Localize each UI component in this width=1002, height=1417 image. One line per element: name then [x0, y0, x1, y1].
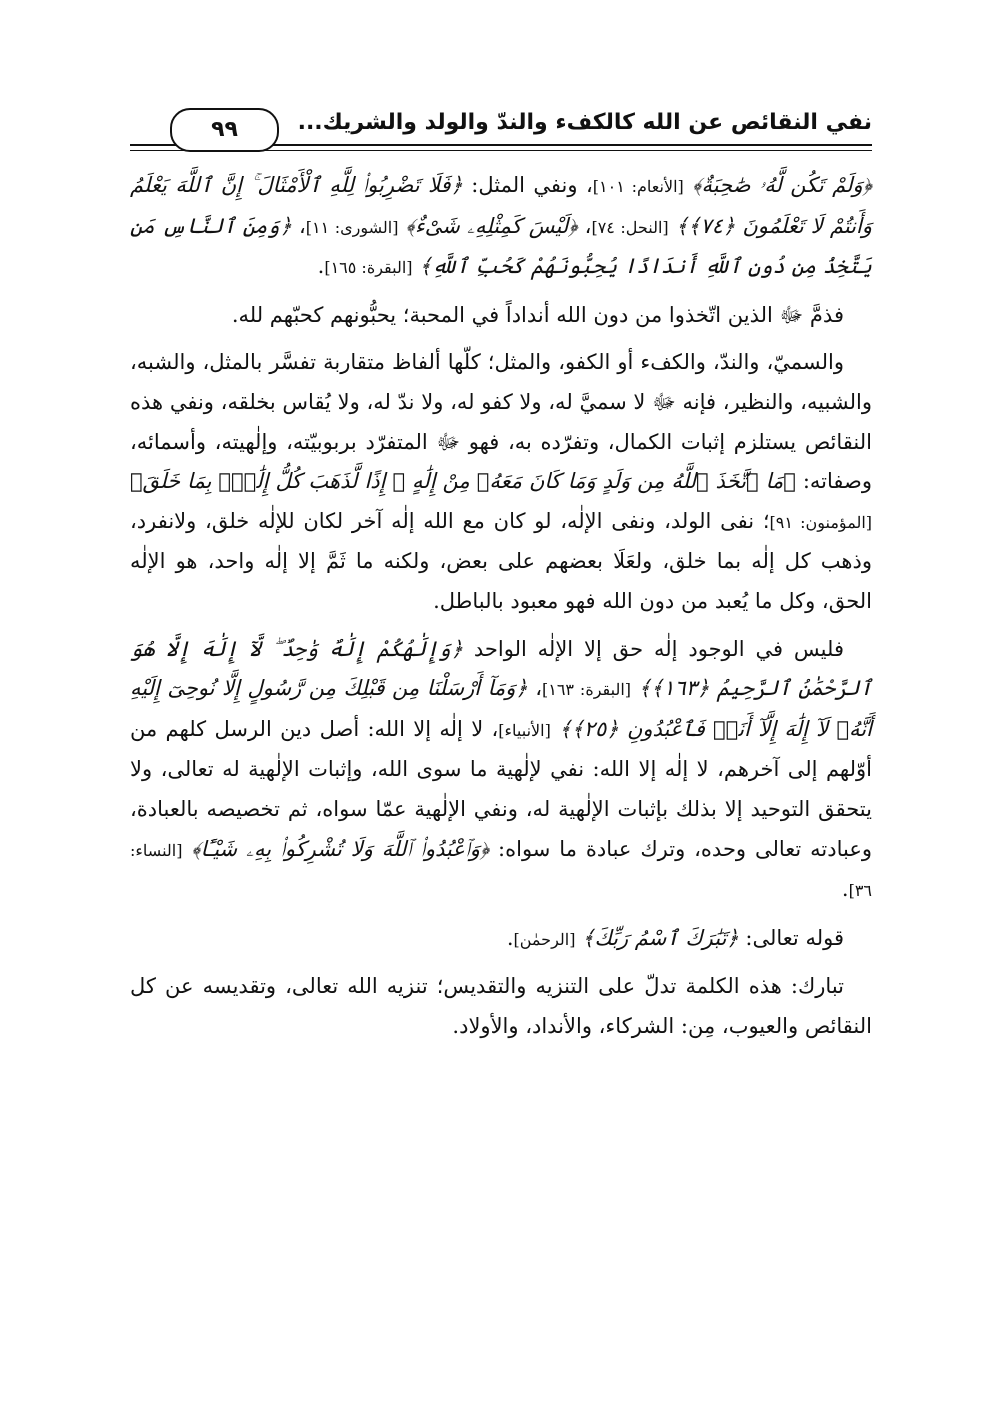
- text-span: ؛ نفى الولد، ونفى الإلٰه، لو كان مع الله إلٰه آخر لكان للإلٰه خلق، ولانفرد، وذهب كل إلٰه بما خلق، ولعَلَا بعضهم على بعض، ولكنه ما ثَمَّ إلا إلٰه واحد، هو الإلٰه الحق، وكل ما يُعبد من دون الله فهو معبود بالباطل.: [130, 508, 872, 613]
- verse-reference: [المؤمنون: ٩١]: [769, 512, 873, 532]
- quran-verse: ﴿فَلَا تَضْرِبُوا۟ لِلَّهِ ٱلْأَمْثَالَ ۚ إِنَّ ٱللَّهَ يَعْلَمُ وَأَنتُمْ لَا تَعْلَمُونَ ﴿٧٤﴾﴾: [130, 173, 872, 238]
- text-span: والسميّ، والندّ، والكفء أو الكفو، والمثل؛ كلّها ألفاظ متقاربة تفسَّر بالمثل، والشبه، والشبيه، والنظير، فإنه ﷻ لا سميَّ له، ولا كفو له، ولا ندّ له، ولا يُقاس بخلقه، ونفي هذه النقائص يستلزم إثبات الكمال، وتفرّده به، فهو ﷻ المتفرّد بربوبيّته، وإلٰهيته، وأسمائه، وصفاته:: [130, 350, 872, 494]
- verse-reference: [البقرة: ١٦٥]: [324, 258, 413, 278]
- paragraph-6: تبارك: هذه الكلمة تدلّ على التنزيه والتقديس؛ تنزيه الله تعالى، وتقديسه عن كل النقائص والعيوب، مِن: الشركاء، والأنداد، والأولاد.: [130, 974, 872, 1038]
- quran-verse: ﴿مَا ٱتَّخَذَ ٱللَّهُ مِن وَلَدٍ وَمَا كَانَ مَعَهُۥ مِنْ إِلَٰهٍ ۚ إِذًا لَّذَهَبَ كُلُّ إِلَٰهٍۭ بِمَا خَلَقَ﴾: [130, 469, 796, 494]
- quran-verse: ﴿وَلَمْ تَكُن لَّهُۥ صَٰحِبَةٌ﴾: [692, 173, 872, 197]
- quran-verse: ﴿وَمَآ أَرْسَلْنَا مِن قَبْلِكَ مِن رَّسُولٍ إِلَّا نُوحِىٓ إِلَيْهِ أَنَّهُۥ لَآ إِلَٰهَ إِلَّآ أَنَا۠ فَٱعْبُدُونِ ﴿٢٥﴾﴾: [130, 676, 872, 741]
- quran-verse: ﴿وَمِنَ ٱلنَّاسِ مَن يَتَّخِذُ مِن دُونِ ٱللَّهِ أَندَادًا يُحِبُّونَهُمْ كَحُبِّ ٱللَّهِ﴾: [130, 213, 872, 279]
- text-span: ،: [527, 676, 542, 701]
- quran-verse: ﴿وَٱعْبُدُوا۟ ٱللَّهَ وَلَا تُشْرِكُوا۟ بِهِۦ شَيْـًٔا﴾: [191, 836, 490, 861]
- page-header: [130, 108, 872, 158]
- page-number: ٩٩: [170, 108, 279, 152]
- verse-reference: [النحل: ٧٤]: [591, 217, 669, 237]
- paragraph-5: [130, 919, 872, 960]
- paragraph-4: [130, 630, 872, 911]
- quran-verse: ﴿تَبَٰرَكَ ٱسْمُ رَبِّكَ﴾: [582, 925, 739, 950]
- text-span: ،: [291, 213, 306, 238]
- verse-reference: [البقرة: ١٦٣]: [541, 680, 632, 700]
- paragraph-3: [130, 343, 872, 621]
- paragraph-2: فذمَّ ﷻ الذين اتّخذوا من دون الله أنداداً في المحبة؛ يحبُّونهم كحبّهم لله.: [231, 302, 844, 327]
- text-span: ،: [577, 213, 592, 238]
- text-span: قوله تعالى:: [738, 925, 844, 950]
- text-span: .: [841, 877, 849, 902]
- verse-reference: [الأنعام: ١٠١]: [592, 177, 684, 196]
- quran-verse: ﴿لَيْسَ كَمِثْلِهِۦ شَىْءٌ﴾: [405, 213, 578, 238]
- page-body: [130, 166, 872, 1054]
- text-span: ، ونفي المثل:: [462, 173, 593, 197]
- text-span: فليس في الوجود إلٰه حق إلا الإلٰه الواحد: [463, 636, 845, 661]
- text-span: .: [317, 254, 325, 279]
- running-title: نفي النقائص عن الله كالكفء والندّ والولد والشريك...: [297, 110, 872, 135]
- paragraph-1: [130, 166, 872, 288]
- text-span: .: [506, 925, 514, 950]
- text-span: ، لا إلٰه إلا الله: أصل دين الرسل كلهم من أوّلهم إلى آخرهم، لا إلٰه إلا الله: نفي لإلٰهية ما سوى الله، وإثبات الإلٰهية له تعالى، ولا يتحقق التوحيد إلا بذلك بإثبات الإلٰهية له، ونفي الإلٰهية عمّا سواه، ثم تخصيصه بالعبادة، وعبادته تعالى وحده، وترك عبادة ما سواه:: [130, 716, 872, 861]
- verse-reference: [الأنبياء]: [498, 720, 551, 740]
- quran-verse: ﴿وَإِلَٰهُكُمْ إِلَٰهٌ وَٰحِدٌ ۖ لَّآ إِلَٰهَ إِلَّا هُوَ ٱلرَّحْمَٰنُ ٱلرَّحِيمُ ﴿١٦٣﴾﴾: [130, 636, 872, 701]
- verse-reference: [الرحمٰن]: [513, 929, 576, 949]
- verse-reference: [النساء: ٣٦]: [130, 840, 872, 901]
- verse-reference: [الشورى: ١١]: [305, 217, 399, 237]
